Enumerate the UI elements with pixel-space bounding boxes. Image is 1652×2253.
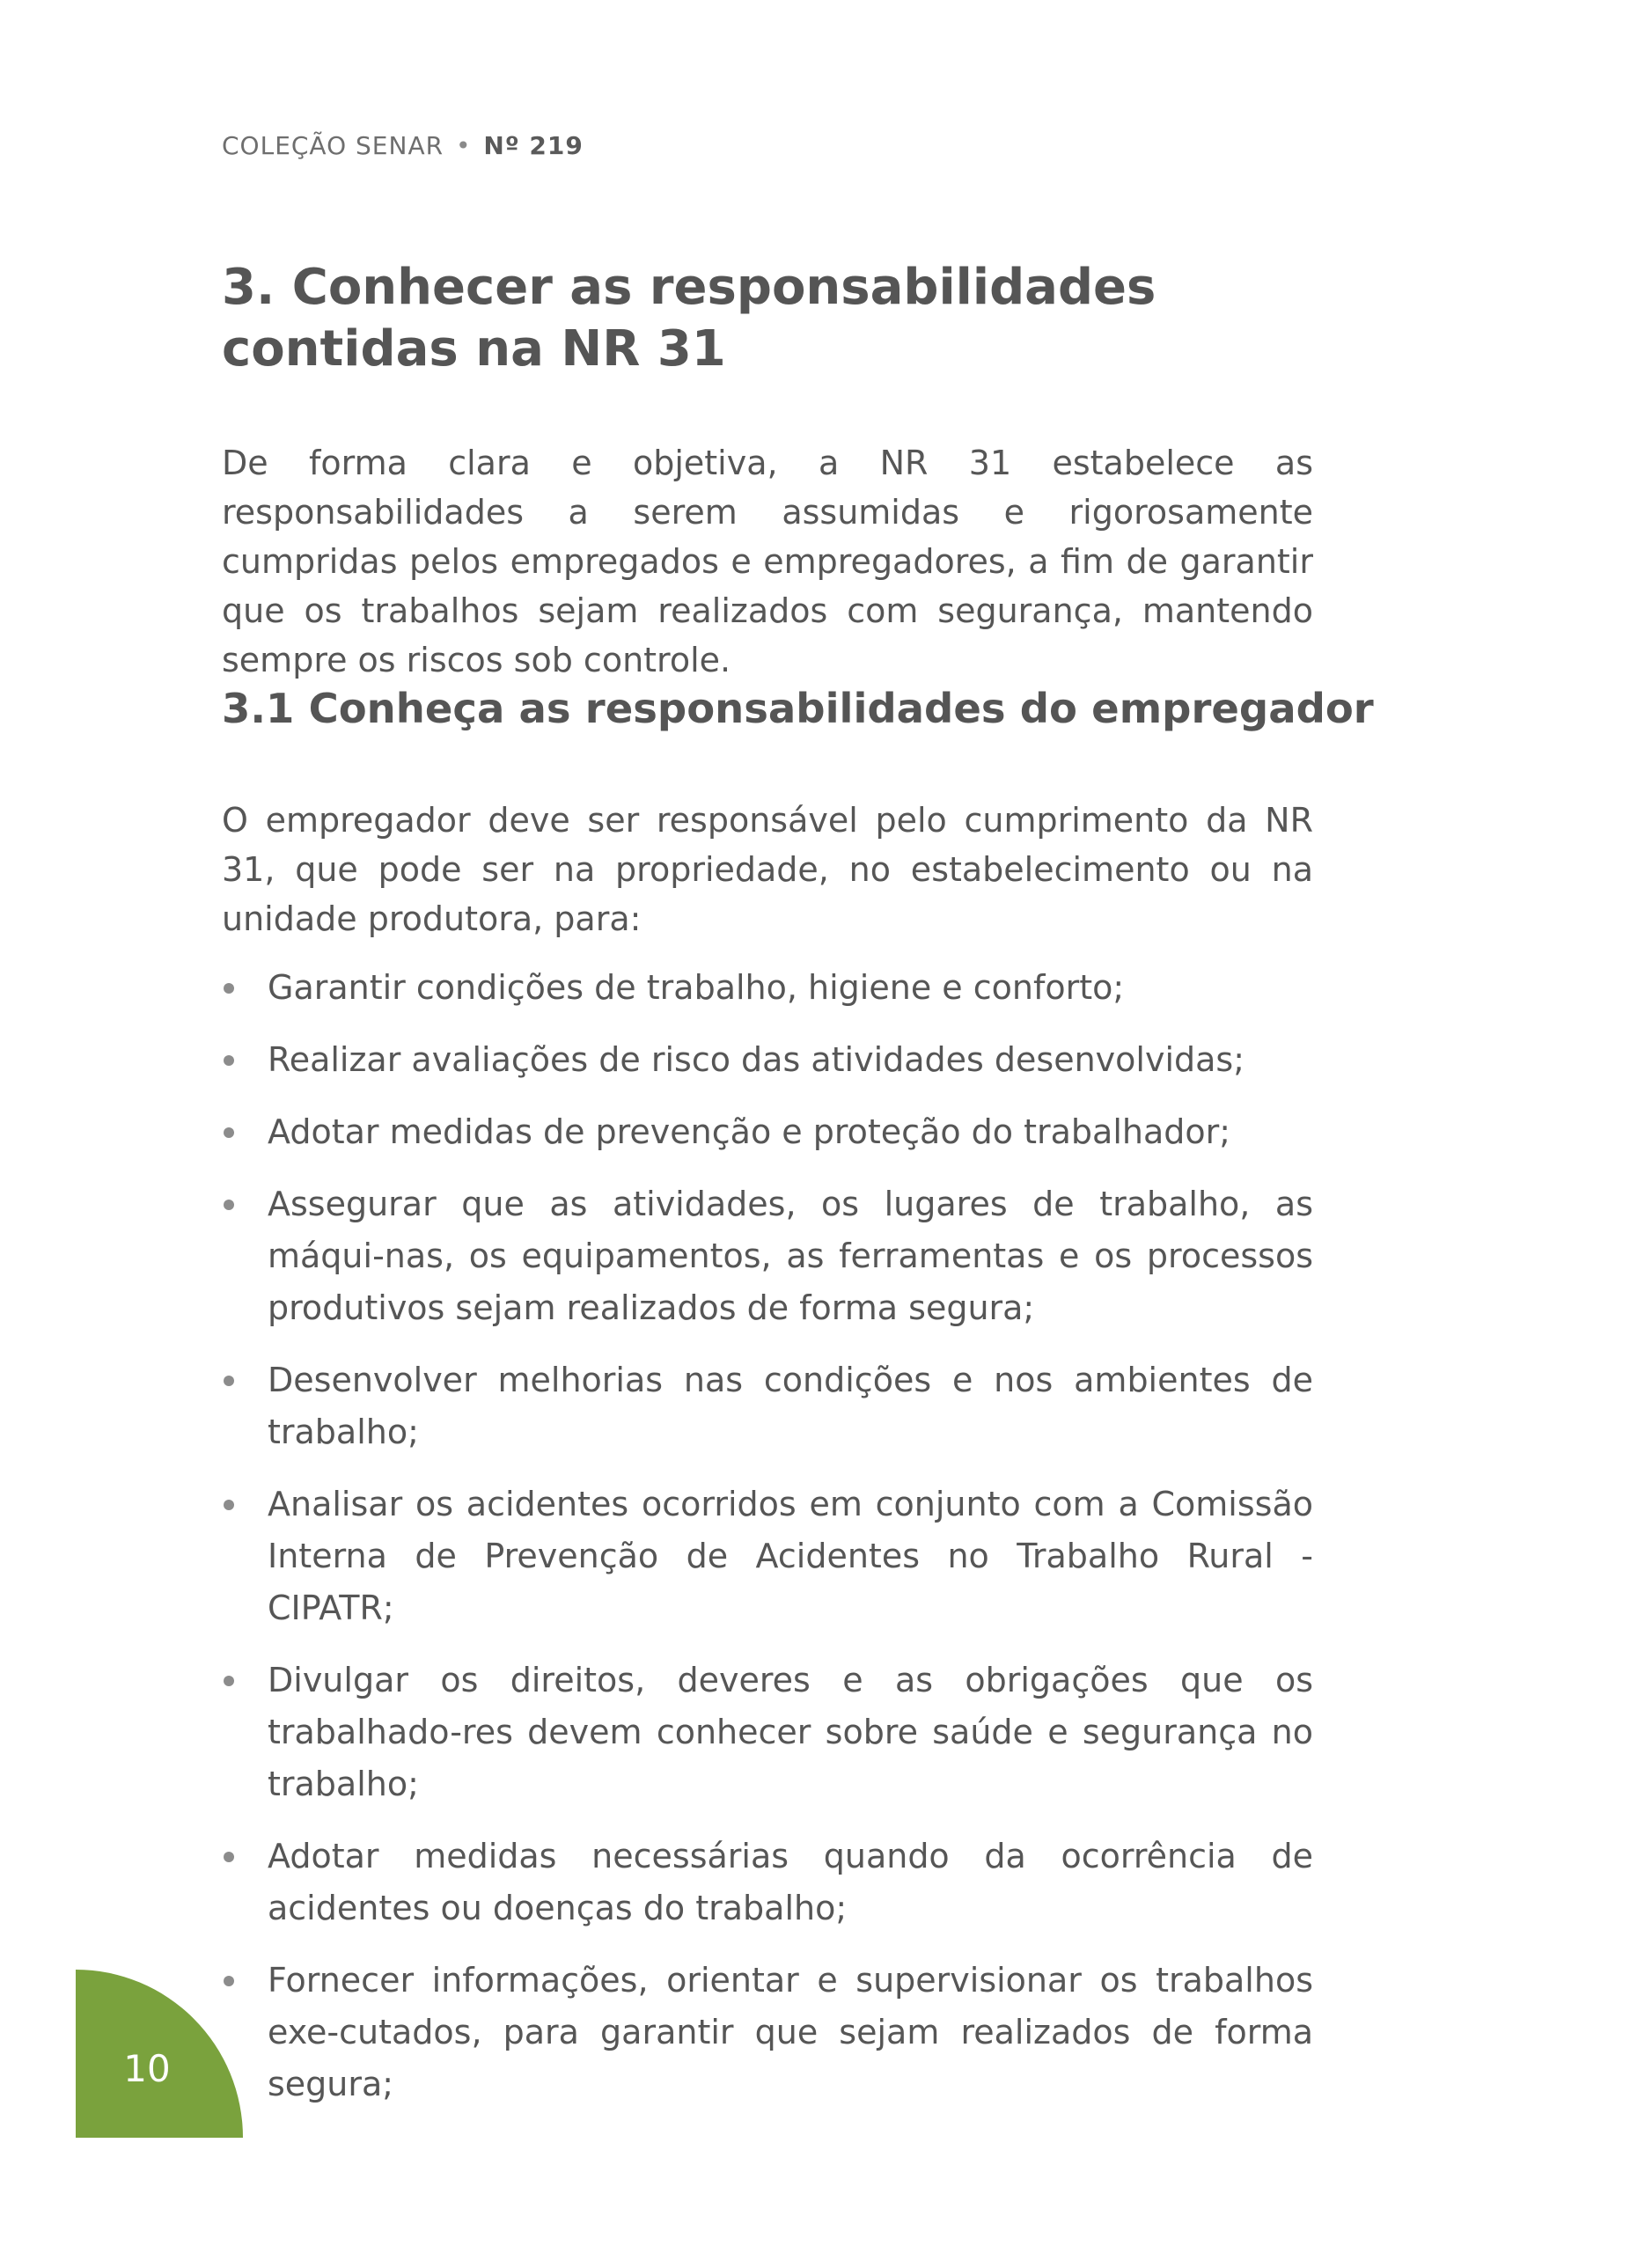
section-title: 3.1 Conheça as responsabilidades do empregador [222, 685, 1374, 732]
list-item-text: Realizar avaliações de risco das atividades desenvolvidas; [268, 1040, 1245, 1079]
page-number-tab [76, 1970, 243, 2138]
list-item-text: Adotar medidas de prevenção e proteção do trabalhador; [268, 1112, 1231, 1151]
bullet-icon [224, 1976, 234, 1986]
bullet-icon [224, 1500, 234, 1510]
bullet-icon [224, 1200, 234, 1210]
header-separator: • [455, 131, 472, 160]
running-header [222, 131, 584, 160]
list-item [222, 1479, 1313, 1634]
collection-name: COLEÇÃO SENAR [222, 131, 444, 160]
list-item [222, 1955, 1313, 2110]
list-item [222, 1354, 1313, 1458]
bullet-icon [224, 1055, 234, 1066]
bullet-icon [224, 1127, 234, 1138]
chapter-intro-paragraph: De forma clara e objetiva, a NR 31 estabelece as responsabilidades a serem assumidas e rigorosamente cumpridas pelos empregados e empregadores, a fim de garantir que os trabalhos sejam realizados com segurança, mantendo sempre os riscos sob controle. [222, 444, 1313, 679]
list-item [222, 1106, 1313, 1158]
list-item-text: Analisar os acidentes ocorridos em conjunto com a Comissão Interna de Prevenção de Acidentes no Trabalho Rural - CIPATR; [268, 1485, 1313, 1627]
list-item [222, 1831, 1313, 1934]
list-item [222, 1034, 1313, 1086]
page-number: 10 [123, 2047, 171, 2090]
collection-number: Nº 219 [483, 131, 584, 160]
employer-duties-list [222, 962, 1313, 2131]
bullet-icon [224, 1852, 234, 1862]
list-item-text: Desenvolver melhorias nas condições e nos ambientes de trabalho; [268, 1361, 1313, 1451]
section-intro-paragraph: O empregador deve ser responsável pelo cumprimento da NR 31, que pode ser na propriedade, no estabelecimento ou na unidade produtora, para: [222, 801, 1313, 938]
list-item-text: Adotar medidas necessárias quando da ocorrência de acidentes ou doenças do trabalho; [268, 1837, 1313, 1927]
list-item [222, 1178, 1313, 1334]
list-item [222, 962, 1313, 1014]
list-item-text: Assegurar que as atividades, os lugares de trabalho, as máqui-nas, os equipamentos, as ferramentas e os processos produtivos sejam realizados de forma segura; [268, 1185, 1313, 1327]
list-item-text: Fornecer informações, orientar e supervisionar os trabalhos exe-cutados, para garantir que sejam realizados de forma segura; [268, 1961, 1313, 2103]
chapter-title: 3. Conhecer as responsabilidades contidas na NR 31 [222, 259, 1156, 378]
bullet-icon [224, 1676, 234, 1686]
list-item-text: Garantir condições de trabalho, higiene e conforto; [268, 968, 1125, 1007]
list-item-text: Divulgar os direitos, deveres e as obrigações que os trabalhado-res devem conhecer sobre saúde e segurança no trabalho; [268, 1661, 1313, 1803]
bullet-icon [224, 1376, 234, 1386]
list-item [222, 1655, 1313, 1810]
bullet-icon [224, 983, 234, 994]
